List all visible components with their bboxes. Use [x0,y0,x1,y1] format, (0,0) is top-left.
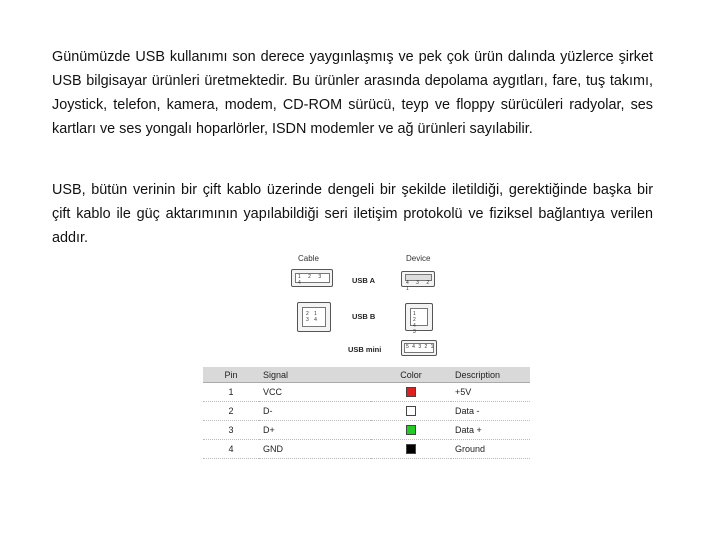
wire-color-swatch [406,406,416,416]
signal-name: VCC [259,383,371,402]
table-row [203,440,530,459]
pin-description: Ground [451,440,530,459]
pin-number: 2 [203,402,259,421]
table-row [203,383,530,402]
usb-a-label: USB A [352,276,376,285]
wire-color-swatch [406,444,416,454]
pin-number: 1 [203,383,259,402]
signal-name: D- [259,402,371,421]
cable-heading: Cable [298,254,319,263]
definition-paragraph: USB, bütün verinin bir çift kablo üzerinde dengeli bir şekilde iletildiği, gerektiğinde başka bir çift kablo ile güç aktarımının yapılabildiği seri iletişim protokolü ve fiziksel bağlantıya verilen addır. [52,182,653,246]
wire-color-swatch [406,425,416,435]
col-signal: Signal [259,367,371,383]
table-header-row [203,367,530,383]
col-pin: Pin [203,367,259,383]
signal-name: GND [259,440,371,459]
usb-b-label: USB B [352,312,376,321]
signal-name: D+ [259,421,371,440]
usb-pinout-figure [203,252,530,462]
usb-a-device-port: 4 3 2 1 [401,271,435,287]
wire-color-swatch [406,387,416,397]
usb-b-cable-plug: 2 1 3 4 [297,302,331,332]
pin-number: 3 [203,421,259,440]
pinout-table [203,367,530,459]
usb-a-cable-plug: 1 2 3 4 [291,269,333,287]
col-description: Description [451,367,530,383]
usb-mini-label: USB mini [348,345,382,354]
table-row [203,421,530,440]
intro-paragraph: Günümüzde USB kullanımı son derece yaygınlaşmış ve pek çok ürün dalında yüzlerce şirket USB bilgisayar ürünleri üretmektedir. Bu ürünler arasında depolama aygıtları, fare, tuş takımı, Joystick, telefon, kamera, modem, CD-ROM sürücü, teyp ve floppy sürücüleri radyolar, ses kartları ve ses yongalı hoparlörler, ISDN modemler ve ağ ürünleri sayılabilir. [52,49,653,137]
pin-description: +5V [451,383,530,402]
table-row [203,402,530,421]
pin-description: Data - [451,402,530,421]
pin-number: 4 [203,440,259,459]
col-color: Color [371,367,451,383]
device-heading: Device [406,254,431,263]
usb-mini-device-port: 5 4 3 2 1 [401,340,437,356]
usb-b-device-port: 1 2 4 3 [405,303,433,331]
pin-description: Data + [451,421,530,440]
